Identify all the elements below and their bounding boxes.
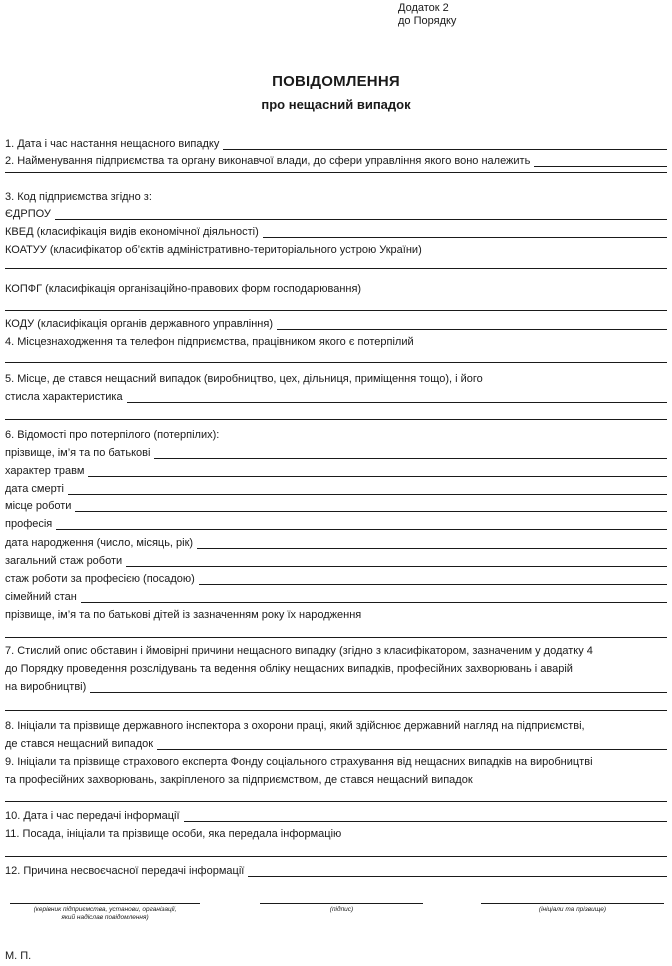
label-insurance-expert-cont: та професійних захворювань, закріпленого за підприємством, де стався нещасний випадок	[5, 774, 473, 786]
caption-head-line-1: (керівник підприємства, установи, організації,	[33, 906, 177, 913]
caption-sign: (підпис)	[329, 906, 354, 913]
input-line-children[interactable]	[5, 637, 667, 638]
stamp-place: М. П.	[5, 950, 32, 962]
field-enterprise-code	[5, 189, 667, 204]
field-edrpou	[5, 206, 667, 221]
field-victim-info	[5, 427, 667, 442]
input-line-koatuu[interactable]	[5, 268, 667, 269]
input-line-late-reason[interactable]	[248, 876, 667, 877]
input-line-circumstances[interactable]	[90, 692, 667, 693]
label-circumstances: 7. Стислий опис обставин і ймовірні причини нещасного випадку (згідно з класифікатором, зазначеним у додатку 4	[5, 645, 593, 657]
field-circumstances	[5, 643, 667, 658]
input-line-kopfg[interactable]	[5, 310, 667, 311]
field-transfer-person	[5, 826, 667, 841]
label-family-status: сімейний стан	[5, 591, 77, 603]
label-profession: професія	[5, 518, 53, 530]
caption-head-line-2: який надіслав повідомлення)	[61, 914, 149, 921]
input-line-edrpou[interactable]	[55, 219, 667, 220]
label-circumstances-cont: до Порядку проведення розслідувань та ведення обліку нещасних випадків, професійних захворювань і аварій	[5, 663, 573, 675]
field-transfer-datetime	[5, 808, 667, 823]
field-total-experience	[5, 553, 667, 568]
field-circumstances-end	[5, 679, 667, 694]
label-injury-type: характер травм	[5, 465, 85, 477]
field-accident-place-description	[5, 389, 667, 404]
input-line-transfer-person[interactable]	[5, 856, 667, 857]
field-birth-date	[5, 535, 667, 550]
input-line-insurance-expert[interactable]	[5, 801, 667, 802]
field-children	[5, 607, 667, 622]
field-circumstances-cont	[5, 661, 667, 676]
input-line-accident-place[interactable]	[127, 402, 667, 403]
field-inspector-place	[5, 736, 667, 751]
field-insurance-expert-cont	[5, 772, 667, 787]
field-accident-datetime	[5, 136, 667, 151]
label-kodu: КОДУ (класифікація органів державного управління)	[5, 318, 273, 330]
field-inspector	[5, 718, 667, 733]
signature-line-head[interactable]	[10, 903, 200, 904]
field-workplace	[5, 498, 667, 513]
field-enterprise-name	[5, 153, 667, 168]
label-victim-name: прізвище, ім’я та по батькові	[5, 447, 151, 459]
label-children: прізвище, ім’я та по батькові дітей із зазначенням року їх народження	[5, 609, 362, 621]
field-accident-place	[5, 371, 667, 386]
label-transfer-datetime: 10. Дата і час передачі інформації	[5, 810, 180, 822]
input-line-circumstances-2[interactable]	[5, 710, 667, 711]
label-kved: КВЕД (класифікація видів економічної діяльності)	[5, 226, 259, 238]
label-birth-date: дата народження (число, місяць, рік)	[5, 537, 194, 549]
field-profession-experience	[5, 571, 667, 586]
label-enterprise-location: 4. Місцезнаходження та телефон підприємства, працівником якого є потерпілий	[5, 336, 414, 348]
label-victim-info: 6. Відомості про потерпілого (потерпілих):	[5, 429, 220, 441]
input-line-total-experience[interactable]	[126, 566, 667, 567]
label-profession-experience: стаж роботи за професією (посадою)	[5, 573, 195, 585]
input-line-profession[interactable]	[56, 529, 667, 530]
field-kodu	[5, 316, 667, 331]
field-insurance-expert	[5, 754, 667, 769]
input-line-birth-date[interactable]	[197, 548, 667, 549]
document-subtitle: про нещасний випадок	[261, 97, 411, 112]
label-accident-datetime: 1. Дата і час настання нещасного випадку	[5, 138, 220, 150]
label-koatuu: КОАТУУ (класифікатор об’єктів адміністративно-територіального устрою України)	[5, 244, 422, 256]
input-line-death-date[interactable]	[68, 494, 667, 495]
label-kopfg: КОПФГ (класифікація організаційно-правових форм господарювання)	[5, 283, 362, 295]
annex-line-2: до Порядку	[398, 15, 457, 27]
input-line-transfer-datetime[interactable]	[184, 821, 667, 822]
input-line-profession-experience[interactable]	[199, 584, 667, 585]
input-line-kved[interactable]	[263, 237, 667, 238]
label-late-reason: 12. Причина несвоєчасної передачі інформації	[5, 865, 245, 877]
label-insurance-expert: 9. Ініціали та прізвище страхового експерта Фонду соціального страхування від нещасних випадків на виробництві	[5, 756, 593, 768]
label-enterprise-code: 3. Код підприємства згідно з:	[5, 191, 152, 203]
field-death-date	[5, 481, 667, 496]
field-victim-name	[5, 445, 667, 460]
input-line-enterprise-name[interactable]	[534, 166, 667, 167]
label-total-experience: загальний стаж роботи	[5, 555, 123, 567]
annex-line-1: Додаток 2	[398, 2, 449, 14]
input-line-inspector[interactable]	[157, 749, 667, 750]
input-line-family-status[interactable]	[81, 602, 667, 603]
input-line-enterprise-name-2[interactable]	[5, 172, 667, 173]
label-enterprise-name: 2. Найменування підприємства та органу виконавчої влади, до сфери управління якого воно належить	[5, 155, 531, 167]
label-inspector: 8. Ініціали та прізвище державного інспектора з охорони праці, який здійснює державний нагляд на підприємстві,	[5, 720, 585, 732]
label-edrpou: ЄДРПОУ	[5, 208, 51, 220]
field-late-reason	[5, 863, 667, 878]
label-inspector-place: де стався нещасний випадок	[5, 738, 154, 750]
label-workplace: місце роботи	[5, 500, 72, 512]
input-line-accident-datetime[interactable]	[223, 149, 667, 150]
input-line-enterprise-location[interactable]	[5, 362, 667, 363]
field-enterprise-location	[5, 334, 667, 349]
label-circumstances-end: на виробництві)	[5, 681, 87, 693]
field-injury-type	[5, 463, 667, 478]
label-accident-place: 5. Місце, де стався нещасний випадок (виробництво, цех, дільниця, приміщення тощо), і його	[5, 373, 483, 385]
field-family-status	[5, 589, 667, 604]
label-accident-place-description: стисла характеристика	[5, 391, 123, 403]
input-line-injury-type[interactable]	[88, 476, 667, 477]
input-line-workplace[interactable]	[75, 511, 667, 512]
caption-head	[10, 906, 200, 922]
signature-line-name[interactable]	[481, 903, 664, 904]
input-line-victim-name[interactable]	[154, 458, 667, 459]
input-line-kodu[interactable]	[277, 329, 667, 330]
field-koatuu	[5, 242, 667, 257]
field-kopfg	[5, 281, 667, 296]
signature-line-sign[interactable]	[260, 903, 423, 904]
document-title: ПОВІДОМЛЕННЯ	[272, 73, 400, 90]
input-line-accident-place-2[interactable]	[5, 419, 667, 420]
caption-name: (ініціали та прізвище)	[538, 906, 607, 913]
field-kved	[5, 224, 667, 239]
annex-note	[398, 2, 456, 28]
label-transfer-person: 11. Посада, ініціали та прізвище особи, яка передала інформацію	[5, 828, 342, 840]
field-profession	[5, 516, 667, 531]
label-death-date: дата смерті	[5, 483, 64, 495]
